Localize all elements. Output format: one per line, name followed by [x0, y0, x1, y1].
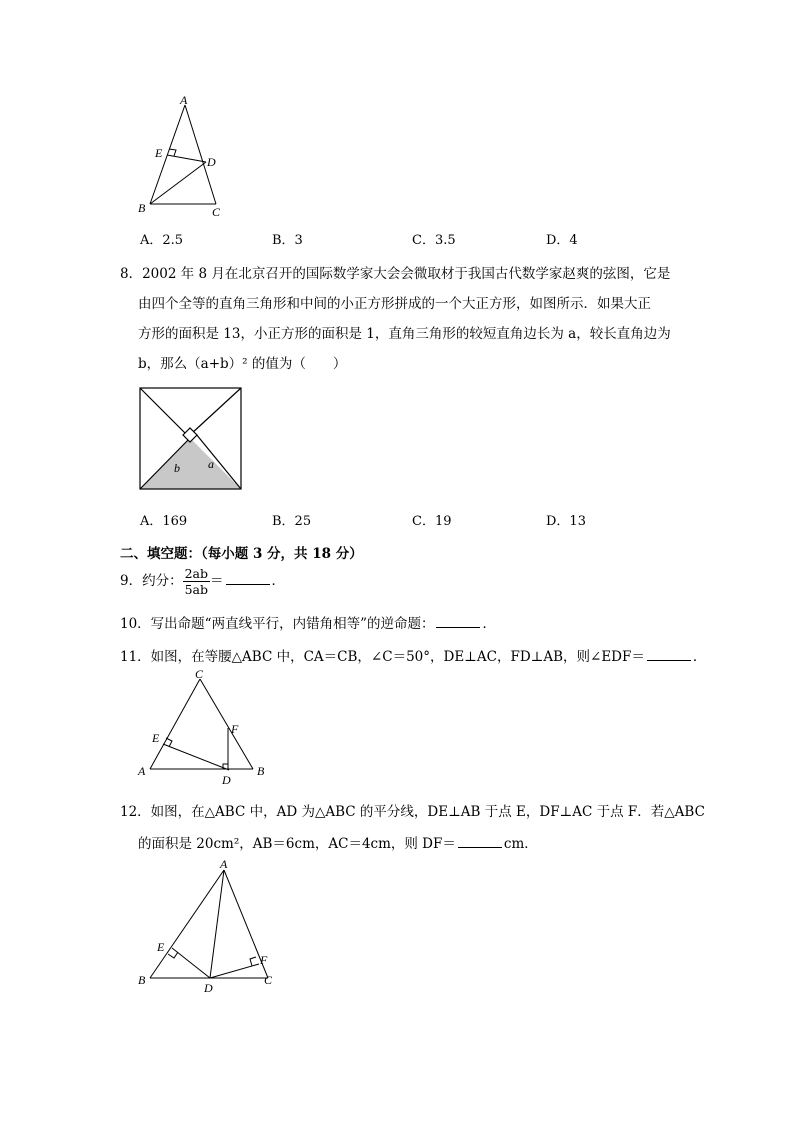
q10-text: 10．写出命题“两直线平行，内错角相等”的逆命题：	[120, 616, 435, 632]
q12-answer-blank[interactable]	[458, 835, 502, 848]
q8-option-b[interactable]: B．25	[272, 514, 312, 529]
q11-label-f: F	[231, 722, 239, 736]
q7-option-d[interactable]: D．4	[546, 233, 578, 248]
q7-option-a[interactable]: A．2.5	[140, 233, 184, 248]
q12-label-b: B	[138, 973, 146, 987]
section-2-title: 二、填空题：（每小题 3 分，共 18 分）	[120, 546, 363, 562]
q9-question: 9．约分： $\frac{2ab}{5ab}$ ＝ ．	[120, 566, 286, 597]
q8-option-d[interactable]: D．13	[546, 514, 586, 529]
q7-label-c: C	[212, 205, 221, 219]
q11-label-c: C	[195, 667, 204, 681]
q12-label-f: F	[260, 953, 268, 967]
q12-label-d: D	[204, 981, 213, 995]
q12-line2-prefix: 的面积是 20cm²，AB＝6cm，AC＝4cm，则 DF＝	[138, 836, 456, 852]
q8-text-line-4: b，那么（a+b）² 的值为（ ）	[138, 356, 347, 372]
q8-text-line-3: 方形的面积是 13，小正方形的面积是 1，直角三角形的较短直角边长为 a，较长直角边为	[138, 326, 671, 342]
q7-option-b[interactable]: B．3	[272, 233, 303, 248]
q9-equals: ＝	[210, 573, 224, 589]
q11-label-e: E	[152, 731, 160, 745]
q12-label-e: E	[157, 940, 165, 954]
q7-triangle-figure	[130, 92, 240, 222]
q8-option-a[interactable]: A．169	[140, 514, 188, 529]
q8-label-a: a	[208, 457, 214, 471]
q8-option-c[interactable]: C．19	[412, 514, 452, 529]
q12-triangle-figure	[130, 856, 290, 996]
q7-label-d: D	[207, 155, 216, 169]
q7-label-e: E	[155, 146, 163, 160]
q12-label-a: A	[220, 857, 228, 871]
q9-answer-blank[interactable]	[226, 572, 270, 585]
q11-label-a: A	[138, 764, 146, 778]
q8-label-b: b	[174, 461, 180, 475]
q11-text: 11．如图，在等腰△ABC 中，CA＝CB，∠C＝50°，DE⊥AC，FD⊥AB，则∠EDF＝	[120, 649, 645, 665]
q12-line2-suffix: cm．	[503, 836, 538, 852]
q9-fraction	[183, 566, 210, 597]
q11-label-b: B	[257, 764, 265, 778]
q8-text-line-1: 8．2002 年 8 月在北京召开的国际数学家大会会微取材于我国古代数学家赵爽的弦图，它是	[120, 266, 671, 282]
q11-label-d: D	[222, 773, 231, 787]
q12-text-line-1: 12．如图，在△ABC 中，AD 为△ABC 的平分线，DE⊥AB 于点 E，DF⊥AC 于点 F．若△ABC	[120, 804, 705, 820]
q9-prefix: 9．约分：	[120, 573, 183, 589]
q10-question: 10．写出命题“两直线平行，内错角相等”的逆命题： ．	[120, 616, 496, 632]
q9-denominator: 5ab	[184, 582, 209, 597]
q12-label-c: C	[264, 973, 273, 987]
q10-answer-blank[interactable]	[436, 615, 480, 628]
q11-answer-blank[interactable]	[647, 648, 691, 661]
q9-numerator: 2ab	[184, 566, 209, 581]
q7-label-b: B	[138, 201, 146, 215]
q11-question: 11．如图，在等腰△ABC 中，CA＝CB，∠C＝50°，DE⊥AC，FD⊥AB，则∠EDF＝ ．	[120, 649, 707, 665]
q12-text-line-2	[138, 832, 538, 852]
q7-label-a: A	[180, 93, 188, 107]
q8-xian-diagram	[138, 386, 246, 492]
q7-option-c[interactable]: C．3.5	[412, 233, 456, 248]
q11-triangle-figure	[130, 664, 270, 786]
q8-text-line-2: 由四个全等的直角三角形和中间的小正方形拼成的一个大正方形，如图所示．如果大正	[138, 296, 651, 312]
